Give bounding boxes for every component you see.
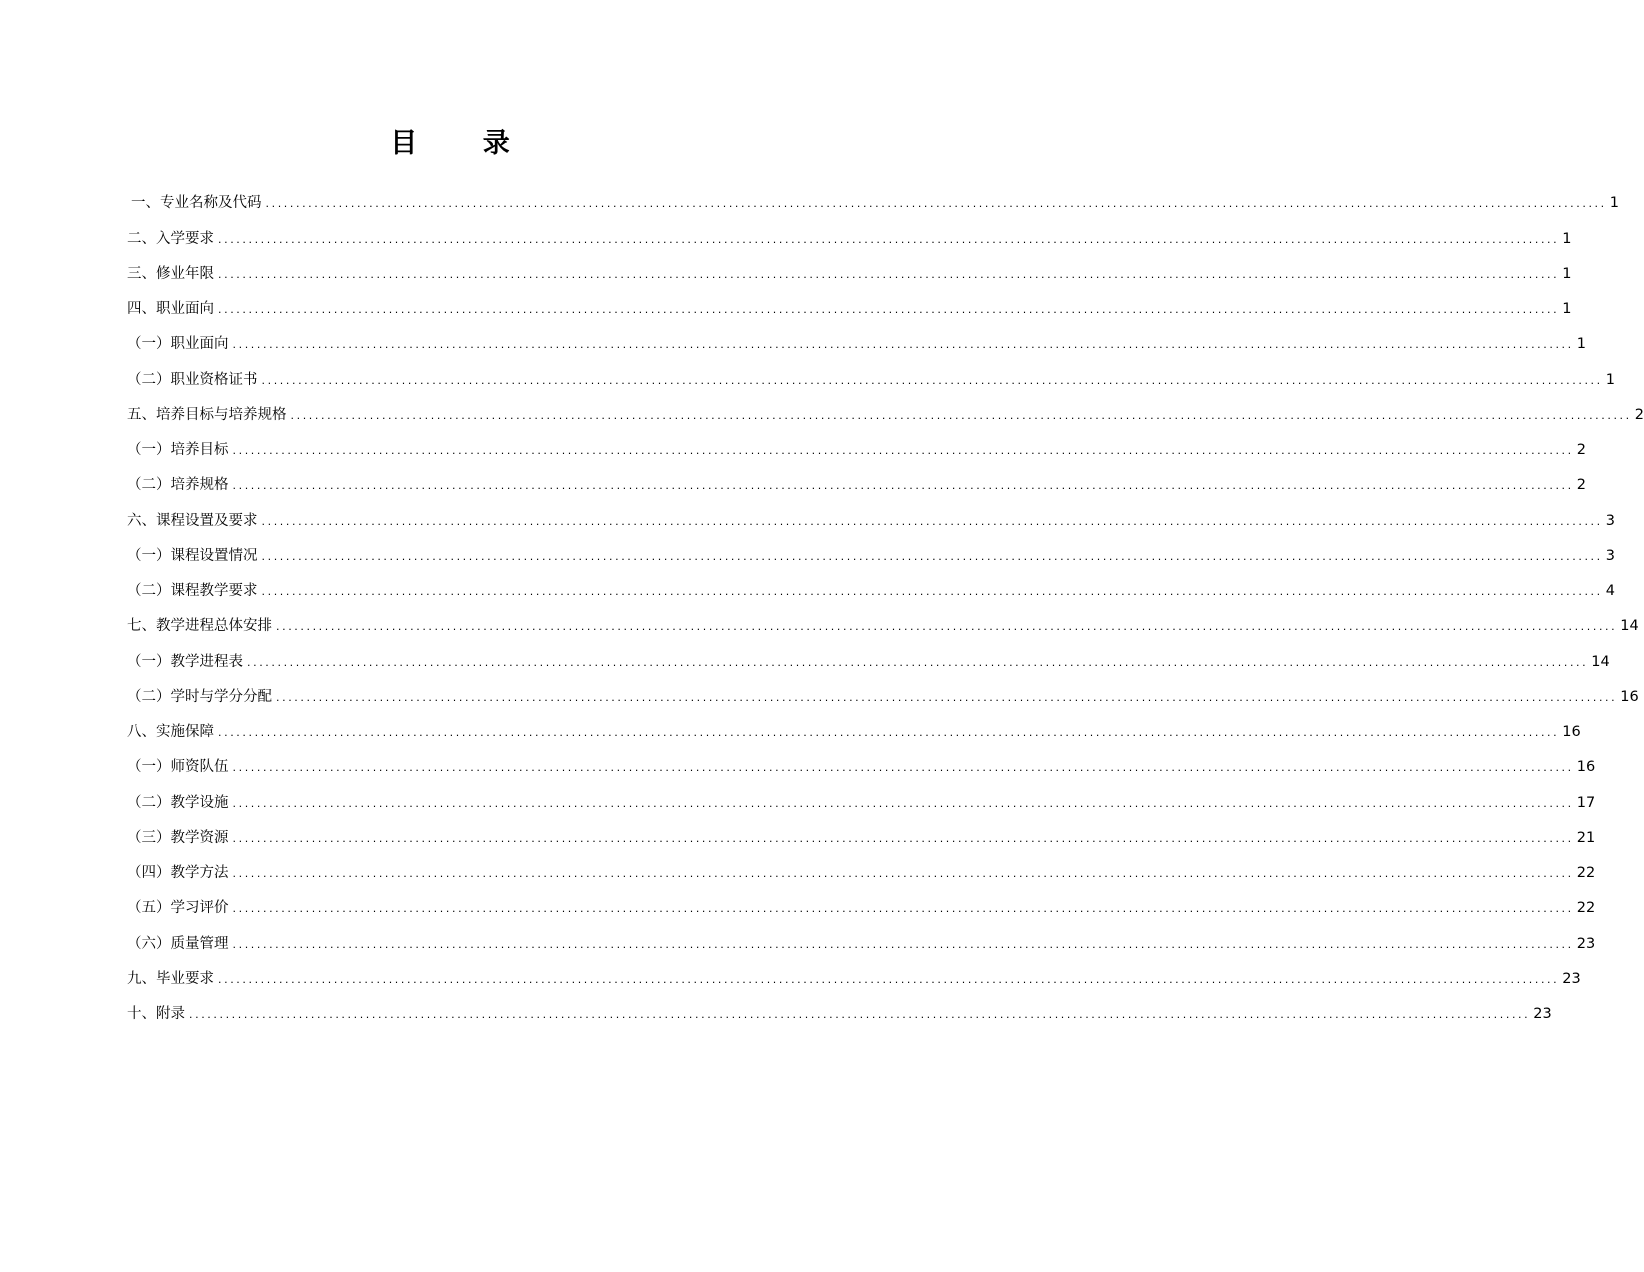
toc-entry[interactable]	[127, 707, 1581, 742]
toc-dot-leader: ............................................................................................................................................................................................................................	[218, 303, 1560, 316]
toc-entry-label: 六、课程设置及要求	[127, 512, 258, 529]
toc-dot-leader: ............................................................................................................................................................................................................................	[276, 690, 1618, 704]
toc-entry-page: 3	[1605, 512, 1615, 529]
toc-entry-page: 14	[1591, 653, 1610, 670]
toc-entry[interactable]	[127, 742, 1596, 777]
toc-entry-label: （二）教学设施	[127, 794, 229, 811]
toc-entry-label: 一、专业名称及代码	[131, 195, 262, 212]
toc-entry[interactable]	[127, 460, 1586, 495]
toc-entry[interactable]	[127, 883, 1596, 918]
toc-entry-page: 2	[1634, 406, 1644, 423]
toc-entry-page: 23	[1576, 935, 1596, 952]
toc-entry-page: 1	[1576, 336, 1586, 353]
toc-dot-leader: ............................................................................................................................................................................................................................	[218, 726, 1560, 739]
toc-dot-leader: ............................................................................................................................................................................................................................	[261, 373, 1603, 387]
toc-dot-leader: ............................................................................................................................................................................................................................	[232, 796, 1574, 810]
toc-entry-label: （二）职业资格证书	[127, 371, 258, 388]
toc-entry-label: （一）教学进程表	[127, 653, 243, 670]
toc-entry[interactable]	[127, 954, 1581, 989]
toc-entry-page: 1	[1562, 230, 1572, 247]
toc-dot-leader: ............................................................................................................................................................................................................................	[247, 655, 1589, 669]
toc-entry-label: （一）课程设置情况	[127, 547, 258, 564]
toc-dot-leader: ............................................................................................................................................................................................................................	[232, 831, 1574, 845]
toc-entry-label: 九、毕业要求	[127, 970, 214, 987]
toc-entry-page: 22	[1576, 900, 1596, 917]
toc-entry-page: 23	[1533, 1006, 1552, 1022]
toc-entry-page: 23	[1562, 970, 1581, 987]
toc-entry-page: 1	[1605, 371, 1615, 388]
toc-dot-leader: ............................................................................................................................................................................................................................	[232, 338, 1574, 352]
toc-entry-page: 3	[1605, 547, 1615, 564]
toc-entry-page: 2	[1576, 442, 1586, 458]
toc-dot-leader: ............................................................................................................................................................................................................................	[232, 761, 1574, 775]
toc-entry-label: 十、附录	[127, 1006, 185, 1022]
toc-entry[interactable]	[127, 601, 1639, 636]
toc-dot-leader: ............................................................................................................................................................................................................................	[232, 479, 1574, 493]
toc-entry-label: （六）质量管理	[127, 935, 229, 952]
toc-entry[interactable]	[127, 848, 1596, 883]
toc-entry[interactable]	[127, 989, 1552, 1024]
toc-entry-page: 1	[1562, 265, 1572, 282]
toc-dot-leader: ............................................................................................................................................................................................................................	[189, 1008, 1531, 1021]
toc-entry-page: 1	[1609, 195, 1619, 212]
toc-entry-label: （三）教学资源	[127, 829, 229, 846]
toc-title: 目 录	[390, 128, 538, 159]
toc-entry-page: 1	[1562, 301, 1572, 317]
toc-entry[interactable]	[127, 918, 1596, 953]
toc-dot-leader: ............................................................................................................................................................................................................................	[265, 197, 1607, 211]
toc-entry[interactable]	[127, 672, 1639, 707]
toc-entry-page: 2	[1576, 477, 1586, 494]
toc-entry-page: 17	[1576, 794, 1596, 811]
toc-entry-label: 八、实施保障	[127, 724, 214, 740]
toc-entry-label: （一）职业面向	[127, 336, 229, 353]
toc-entry[interactable]	[127, 425, 1586, 460]
toc-list	[127, 178, 1644, 1024]
toc-entry[interactable]	[127, 531, 1615, 566]
toc-dot-leader: ............................................................................................................................................................................................................................	[232, 937, 1574, 951]
toc-entry[interactable]	[127, 636, 1610, 671]
toc-entry-page: 14	[1620, 618, 1639, 635]
toc-entry[interactable]	[127, 813, 1596, 848]
toc-dot-leader: ............................................................................................................................................................................................................................	[261, 585, 1603, 598]
toc-entry-page: 16	[1620, 688, 1639, 705]
toc-dot-leader: ............................................................................................................................................................................................................................	[261, 514, 1603, 528]
toc-entry-label: 七、教学进程总体安排	[127, 618, 272, 635]
toc-dot-leader: ............................................................................................................................................................................................................................	[218, 972, 1560, 986]
toc-entry[interactable]	[127, 390, 1644, 425]
toc-entry-label: （二）学时与学分分配	[127, 688, 272, 705]
toc-dot-leader: ............................................................................................................................................................................................................................	[232, 444, 1574, 457]
toc-dot-leader: ............................................................................................................................................................................................................................	[276, 620, 1618, 634]
toc-entry-page: 16	[1562, 724, 1581, 740]
toc-dot-leader: ............................................................................................................................................................................................................................	[232, 867, 1574, 880]
toc-entry[interactable]	[127, 178, 1619, 213]
toc-dot-leader: ............................................................................................................................................................................................................................	[232, 902, 1574, 916]
toc-entry[interactable]	[127, 213, 1572, 248]
toc-entry-page: 21	[1576, 829, 1596, 846]
toc-entry[interactable]	[127, 495, 1615, 530]
toc-entry-page: 4	[1605, 583, 1615, 599]
toc-entry-page: 16	[1576, 759, 1596, 776]
toc-entry-page: 22	[1576, 865, 1596, 881]
toc-entry-label: （二）培养规格	[127, 477, 229, 494]
toc-dot-leader: ............................................................................................................................................................................................................................	[261, 549, 1603, 563]
toc-entry[interactable]	[127, 354, 1615, 389]
toc-entry[interactable]	[127, 566, 1615, 601]
toc-entry[interactable]	[127, 284, 1572, 319]
toc-entry-label: 四、职业面向	[127, 301, 214, 317]
toc-entry-label: （二）课程教学要求	[127, 583, 258, 599]
toc-entry-label: 三、修业年限	[127, 265, 214, 282]
toc-entry[interactable]	[127, 249, 1572, 284]
toc-entry[interactable]	[127, 777, 1596, 812]
toc-dot-leader: ............................................................................................................................................................................................................................	[290, 408, 1632, 422]
toc-entry-label: 五、培养目标与培养规格	[127, 406, 287, 423]
toc-entry-label: （五）学习评价	[127, 900, 229, 917]
toc-dot-leader: ............................................................................................................................................................................................................................	[218, 267, 1560, 281]
toc-entry-label: （一）师资队伍	[127, 759, 229, 776]
toc-entry[interactable]	[127, 319, 1586, 354]
toc-entry-label: （四）教学方法	[127, 865, 229, 881]
toc-dot-leader: ............................................................................................................................................................................................................................	[218, 232, 1560, 246]
toc-entry-label: （一）培养目标	[127, 442, 229, 458]
toc-entry-label: 二、入学要求	[127, 230, 214, 247]
